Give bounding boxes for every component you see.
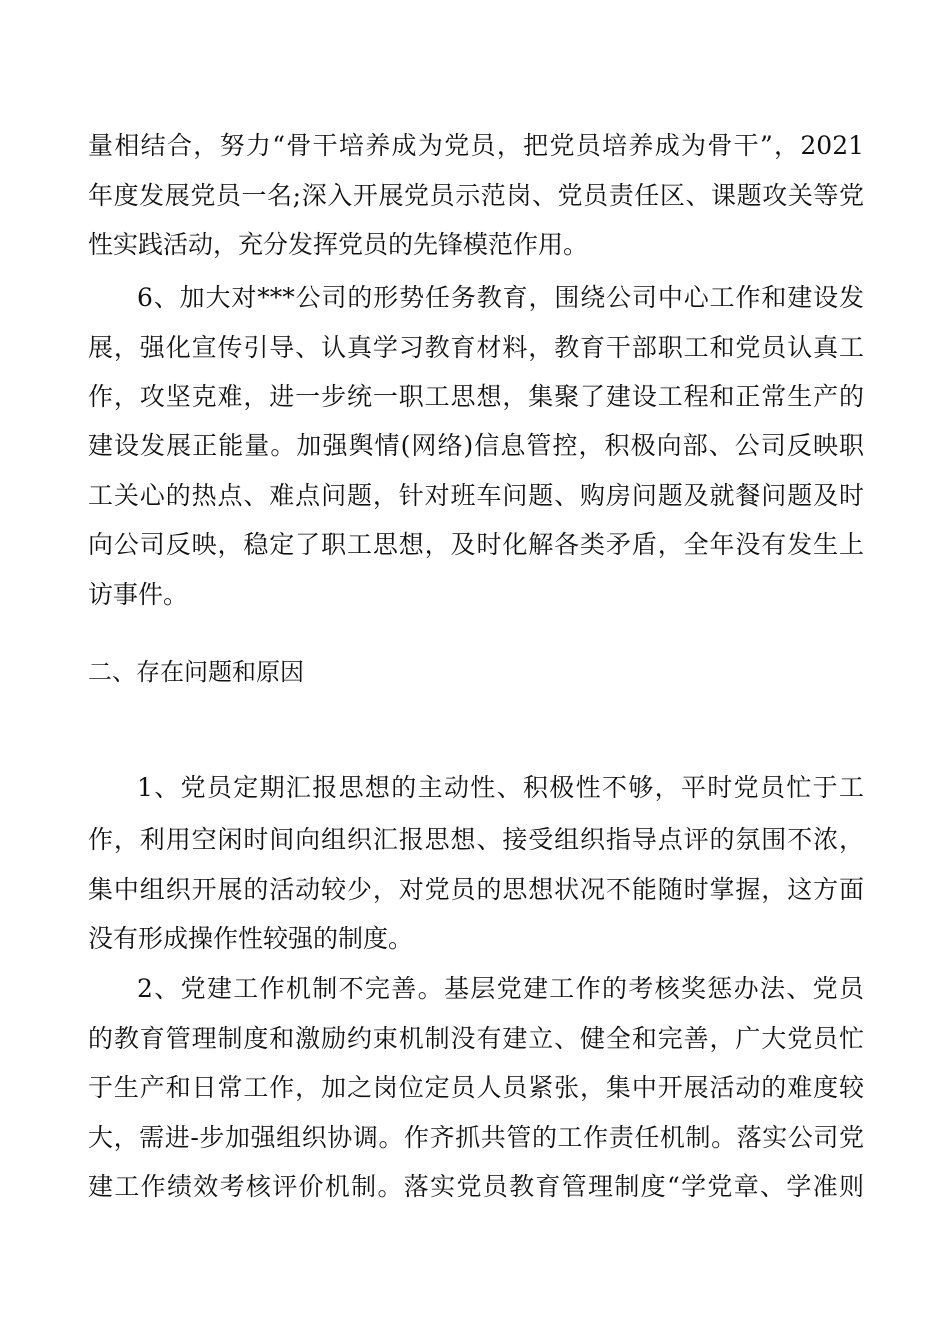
paragraph-line: 年度发展党员一名;深入开展党员示范岗、党员责任区、课题攻关等党 — [88, 181, 864, 210]
paragraph-line: 6、加大对***公司的形势任务教育，围绕公司中心工作和建设发 — [137, 283, 864, 312]
paragraph-line: 量相结合，努力“骨干培养成为党员，把党员培养成为骨干”，2021 — [88, 131, 864, 160]
paragraph-line: 访事件。 — [88, 580, 189, 609]
paragraph-line: 集中组织开展的活动较少，对党员的思想状况不能随时掌握，这方面 — [88, 875, 864, 904]
paragraph-line: 展，强化宣传引导、认真学习教育材料，教育干部职工和党员认真工 — [88, 333, 864, 362]
section-heading: 二、存在问题和原因 — [88, 658, 304, 686]
paragraph-line: 建工作绩效考核评价机制。落实党员教育管理制度“学党章、学准则 — [88, 1172, 864, 1201]
paragraph-line: 2、党建工作机制不完善。基层党建工作的考核奖惩办法、党员 — [137, 974, 864, 1003]
paragraph-line: 工关心的热点、难点问题，针对班车问题、购房问题及就餐问题及时 — [88, 481, 864, 510]
paragraph-line: 1、党员定期汇报思想的主动性、积极性不够，平时党员忙于工 — [137, 773, 864, 802]
paragraph-line: 大，需进-步加强组织协调。作齐抓共管的工作责任机制。落实公司党 — [88, 1123, 864, 1152]
paragraph-line: 作，攻坚克难，进一步统一职工思想，集聚了建设工程和正常生产的 — [88, 382, 864, 411]
paragraph-line: 作，利用空闲时间向组织汇报思想、接受组织指导点评的氛围不浓， — [88, 825, 864, 854]
paragraph-line: 没有形成操作性较强的制度。 — [88, 924, 414, 953]
paragraph-line: 建设发展正能量。加强舆情(网络)信息管控，积极向部、公司反映职 — [88, 431, 864, 460]
paragraph-line: 向公司反映，稳定了职工思想，及时化解各类矛盾，全年没有发生上 — [88, 530, 864, 559]
paragraph-line: 于生产和日常工作，加之岗位定员人员紧张，集中开展活动的难度较 — [88, 1073, 864, 1102]
paragraph-line: 性实践活动，充分发挥党员的先锋模范作用。 — [88, 230, 589, 259]
paragraph-line: 的教育管理制度和激励约束机制没有建立、健全和完善，广大党员忙 — [88, 1024, 864, 1053]
